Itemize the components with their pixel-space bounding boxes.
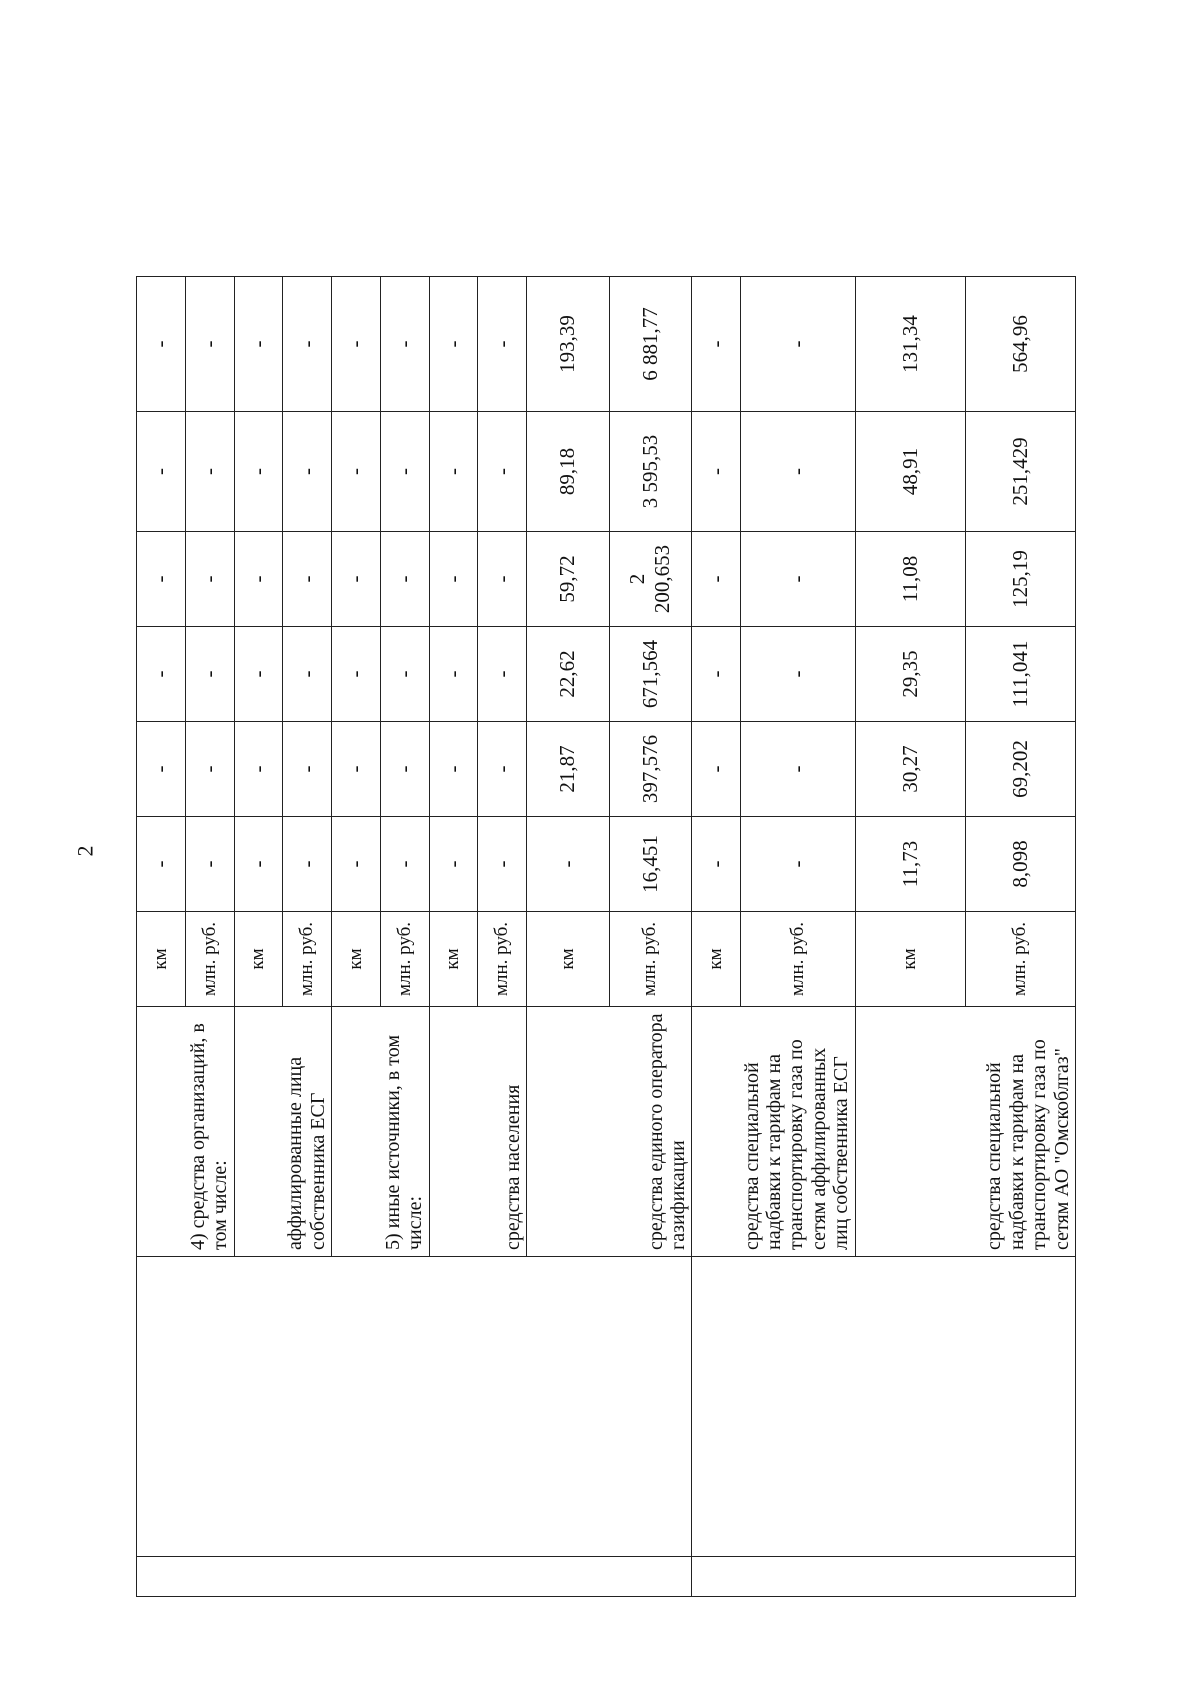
value-cell: - <box>332 627 381 722</box>
value-cell: - <box>185 722 234 817</box>
value-cell: - <box>185 817 234 912</box>
value-cell: 131,34 <box>855 277 965 412</box>
value-cell: - <box>692 817 741 912</box>
value-cell: - <box>429 532 478 627</box>
value-cell: - <box>380 817 429 912</box>
value-cell: - <box>332 277 381 412</box>
funding-source-label: средства единого оператора газификации <box>527 1007 692 1257</box>
value-cell: 59,72 <box>527 532 610 627</box>
value-cell: - <box>429 817 478 912</box>
funding-source-label: средства специальной надбавки к тарифам на транспортировку газа по сетям АО "Омскоблгаз" <box>855 1007 1075 1257</box>
unit-cell: млн. руб. <box>185 912 234 1007</box>
value-cell: - <box>429 412 478 532</box>
table-row <box>692 137 741 1597</box>
value-cell: - <box>692 412 741 532</box>
value-cell: - <box>380 412 429 532</box>
unit-cell: млн. руб. <box>380 912 429 1007</box>
value-cell: - <box>692 277 741 412</box>
value-cell: 69,202 <box>965 722 1075 817</box>
value-cell: - <box>380 277 429 412</box>
value-cell: 22,62 <box>527 627 610 722</box>
value-cell: - <box>137 817 186 912</box>
unit-cell: км <box>234 912 283 1007</box>
funding-source-label: аффилированные лица собственника ЕСГ <box>234 1007 332 1257</box>
unit-cell: км <box>527 912 610 1007</box>
empty-index-cell <box>137 1557 692 1597</box>
value-cell: 397,576 <box>609 722 692 817</box>
value-cell: 29,35 <box>855 627 965 722</box>
funding-source-label: средства населения <box>429 1007 527 1257</box>
value-cell: - <box>283 627 332 722</box>
value-cell: - <box>185 412 234 532</box>
page-number: 2 <box>72 845 98 857</box>
value-cell: 125,19 <box>965 532 1075 627</box>
value-cell: - <box>137 627 186 722</box>
value-cell: - <box>137 532 186 627</box>
unit-cell: млн. руб. <box>609 912 692 1007</box>
value-cell: - <box>137 277 186 412</box>
value-cell: - <box>478 722 527 817</box>
unit-cell: км <box>692 912 741 1007</box>
value-cell: - <box>741 817 855 912</box>
value-cell: 671,564 <box>609 627 692 722</box>
value-cell: - <box>692 627 741 722</box>
unit-cell: км <box>332 912 381 1007</box>
value-cell: 3 595,53 <box>609 412 692 532</box>
empty-category-cell <box>692 1257 1076 1557</box>
value-cell: - <box>429 627 478 722</box>
value-cell: 564,96 <box>965 277 1075 412</box>
value-cell: - <box>234 532 283 627</box>
value-cell: - <box>234 722 283 817</box>
value-cell: - <box>234 277 283 412</box>
value-cell: - <box>332 817 381 912</box>
value-cell: - <box>283 722 332 817</box>
value-cell: 11,08 <box>855 532 965 627</box>
funding-source-label: средства специальной надбавки к тарифам на транспортировку газа по сетям аффилированных лиц собственника ЕСГ <box>692 1007 855 1257</box>
value-cell: - <box>234 412 283 532</box>
value-cell: - <box>137 412 186 532</box>
value-cell: - <box>741 532 855 627</box>
value-cell: - <box>137 722 186 817</box>
unit-cell: км <box>429 912 478 1007</box>
value-cell: 2 200,653 <box>609 532 692 627</box>
unit-cell: млн. руб. <box>965 912 1075 1007</box>
value-cell: - <box>741 627 855 722</box>
value-cell: - <box>234 627 283 722</box>
value-cell: - <box>478 817 527 912</box>
value-cell: - <box>478 277 527 412</box>
value-cell: 30,27 <box>855 722 965 817</box>
value-cell: - <box>380 627 429 722</box>
value-cell: - <box>283 412 332 532</box>
value-cell: - <box>332 722 381 817</box>
value-cell: - <box>527 817 610 912</box>
value-cell: 16,451 <box>609 817 692 912</box>
value-cell: 11,73 <box>855 817 965 912</box>
unit-cell: км <box>855 912 965 1007</box>
value-cell: - <box>741 722 855 817</box>
value-cell: - <box>429 722 478 817</box>
value-cell: - <box>332 412 381 532</box>
value-cell: - <box>185 532 234 627</box>
value-cell: - <box>234 817 283 912</box>
empty-category-cell <box>137 1257 692 1557</box>
funding-source-label: 4) средства организаций, в том числе: <box>137 1007 235 1257</box>
funding-source-label: 5) иные источники, в том числе: <box>332 1007 430 1257</box>
value-cell: - <box>380 532 429 627</box>
value-cell: - <box>332 532 381 627</box>
unit-cell: млн. руб. <box>283 912 332 1007</box>
value-cell: - <box>741 277 855 412</box>
value-cell: - <box>429 277 478 412</box>
value-cell: - <box>741 412 855 532</box>
value-cell: 8,098 <box>965 817 1075 912</box>
unit-cell: км <box>137 912 186 1007</box>
unit-cell: млн. руб. <box>741 912 855 1007</box>
value-cell: - <box>478 627 527 722</box>
value-cell: - <box>692 532 741 627</box>
rotated-table-container <box>136 137 1076 1597</box>
value-cell: - <box>283 532 332 627</box>
table-row <box>137 137 186 1597</box>
value-cell: 251,429 <box>965 412 1075 532</box>
value-cell: 6 881,77 <box>609 277 692 412</box>
value-cell: - <box>380 722 429 817</box>
value-cell: - <box>478 532 527 627</box>
funding-sources-table <box>136 136 1076 1597</box>
value-cell: - <box>185 627 234 722</box>
value-cell: 89,18 <box>527 412 610 532</box>
empty-index-cell <box>692 1557 1076 1597</box>
value-cell: - <box>185 277 234 412</box>
value-cell: - <box>692 722 741 817</box>
value-cell: - <box>283 277 332 412</box>
unit-cell: млн. руб. <box>478 912 527 1007</box>
value-cell: 21,87 <box>527 722 610 817</box>
value-cell: 111,041 <box>965 627 1075 722</box>
value-cell: 193,39 <box>527 277 610 412</box>
table-body <box>137 137 1076 1597</box>
value-cell: - <box>283 817 332 912</box>
value-cell: - <box>478 412 527 532</box>
value-cell: 48,91 <box>855 412 965 532</box>
